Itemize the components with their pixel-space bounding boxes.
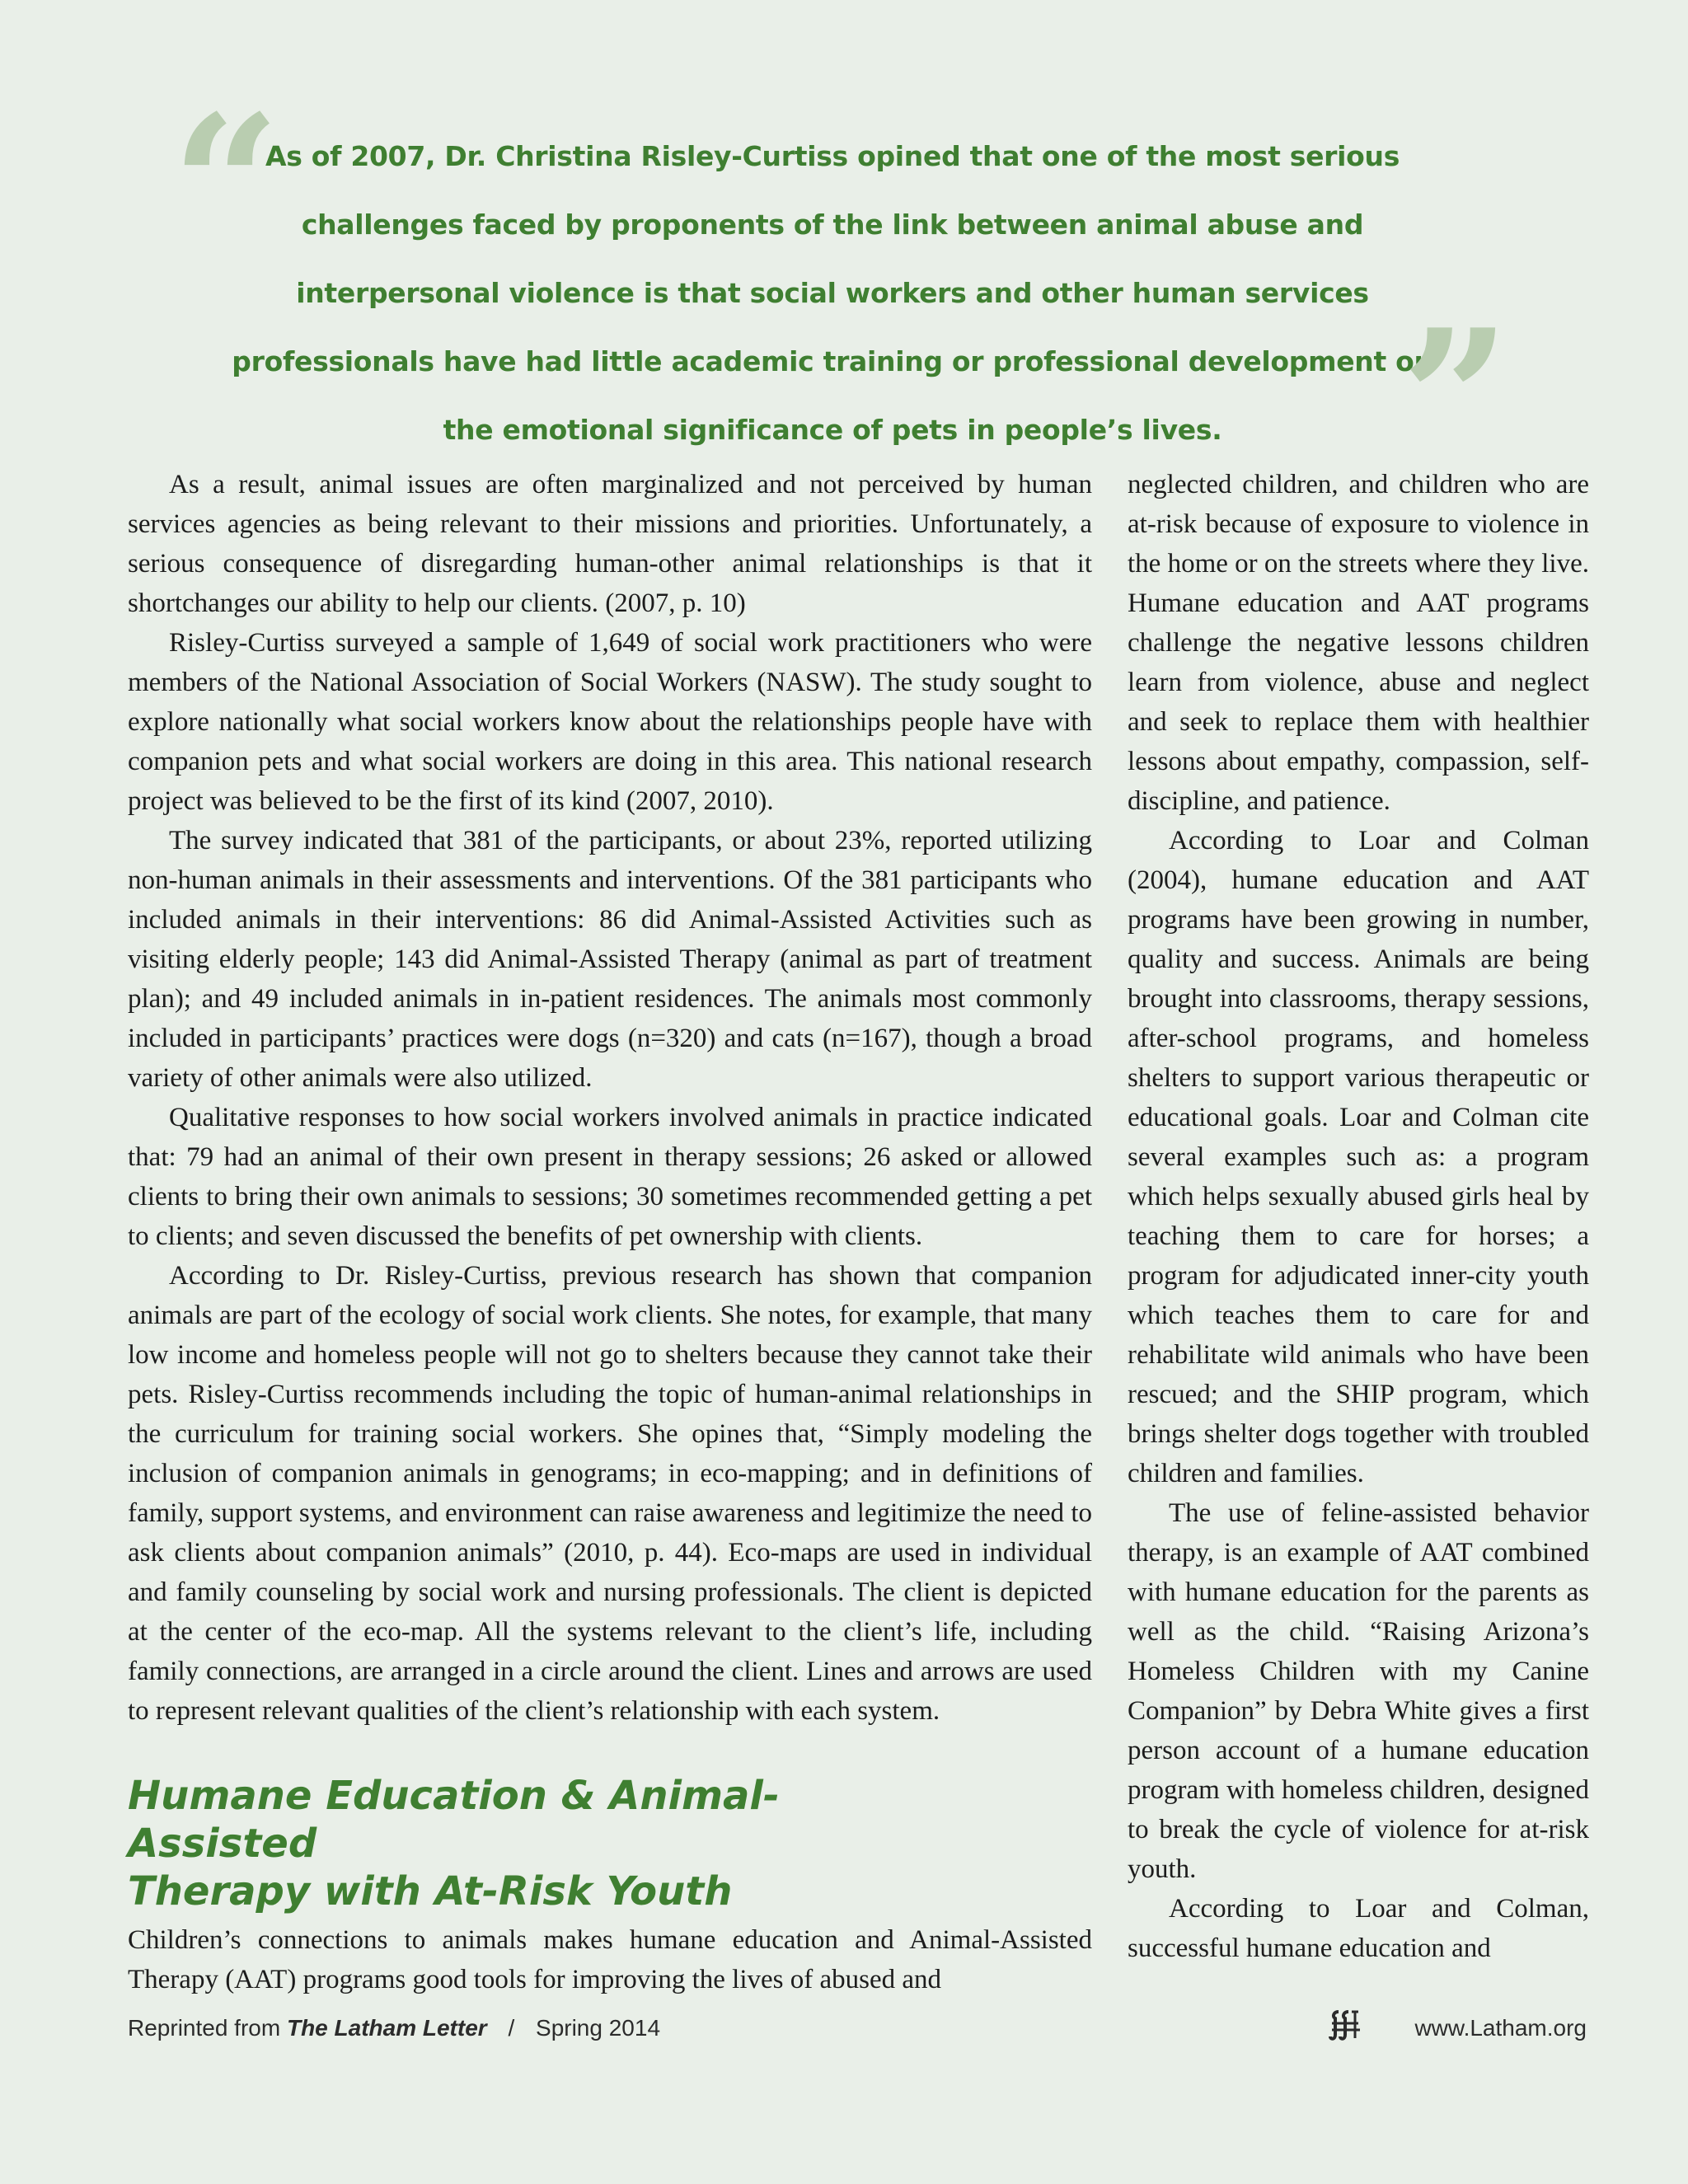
close-quote-icon: ” [1401,288,1511,511]
left-column [128,465,1092,1999]
magazine-title: The Latham Letter [286,2015,487,2041]
body-paragraph: According to Loar and Colman (2004), humane education and AAT programs have been growing in number, quality and success. Animals are being brought into classrooms, therapy sessions, after-school programs, and homeless shelters to support various therapeutic or educational goals. Loar and Colman cite several examples such as: a program which helps sexually abused girls heal by teaching them to care for horses; a program for adjudicated inner-city youth which teaches them to care for and rehabilitate wild animals who have been rescued; and the SHIP program, which brings shelter dogs together with troubled children and families. [1128,826,1589,1488]
body-paragraph: The survey indicated that 381 of the participants, or about 23%, reported utilizing non-human animals in their assessments and interventions. Of the 381 participants who included animals in their interventions: 86 did Animal-Assisted Activities such as visiting elderly people; 143 did Animal-Assisted Therapy (animal as part of treatment plan); and 49 included animals in in-patient residences. The animals most commonly included in participants’ practices were dogs (n=320) and cats (n=167), though a broad variety of other animals were also utilized. [128,826,1092,1093]
right-column [1128,465,1589,1968]
website-link[interactable]: www.Latham.org [1414,2015,1587,2041]
section-heading [128,1772,870,1915]
body-paragraph: Risley-Curtiss surveyed a sample of 1,649 of social work practitioners who were members of the National Association of Social Workers (NASW). The study sought to explore nationally what social workers know about the relationships people have with companion pets and what social workers are doing in this area. This national research project was believed to be the first of its kind (2007, 2010). [128,628,1092,816]
section-heading-line: Humane Education & Animal-Assisted [128,1773,780,1867]
latham-logo-icon [1327,2007,1363,2043]
issue-date: Spring 2014 [536,2015,661,2041]
footer-prefix: Reprinted from [128,2015,281,2041]
body-paragraph: neglected children, and children who are at-risk because of exposure to violence in the home or on the streets where they live. Humane education and AAT programs challenge the negative lessons children learn from violence, abuse and neglect and seek to replace them with healthier lessons about empathy, compassion, self-discipline, and patience. [1128,470,1589,816]
body-paragraph: According to Loar and Colman, successful humane education and [1128,1894,1589,1963]
pull-quote [165,74,1511,511]
footer-separator: / [508,2015,515,2041]
body-paragraph: Qualitative responses to how social workers involved animals in practice indicated that: 79 had an animal of their own present in therapy sessions; 26 asked or allowed clients to bring their own animals to sessions; 30 sometimes recommended getting a pet to clients; and seven discussed the benefits of pet ownership with clients. [128,1103,1092,1251]
body-paragraph: The use of feline-assisted behavior therapy, is an example of AAT combined with humane education for the parents as well as the child. “Raising Arizona’s Homeless Children with my Canine Companion” by Debra White gives a first person account of a humane education program with homeless children, designed to break the cycle of violence for at-risk youth. [1128,1498,1589,1884]
body-paragraph: According to Dr. Risley-Curtiss, previous research has shown that companion animals are part of the ecology of social work clients. She notes, for example, that many low income and homeless people will not go to shelters because they cannot take their pets. Risley-Curtiss recommends including the topic of human-animal relationships in the curriculum for training social workers. She opines that, “Simply modeling the inclusion of companion animals in genograms; in eco-mapping; and in definitions of family, support systems, and environment can raise awareness and legitimize the need to ask clients about companion animals” (2010, p. 44). Eco-maps are used in individual and family counseling by social work and nursing professionals. The client is depicted at the center of the eco-map. All the systems relevant to the client’s life, including family connections, are arranged in a circle around the client. Lines and arrows are used to represent relevant qualities of the client’s relationship with each system. [128,1261,1092,1726]
body-paragraph: As a result, animal issues are often marginalized and not perceived by human services agencies as being relevant to their missions and priorities. Unfortunately, a serious consequence of disregarding human-other animal relationships is that it shortchanges our ability to help our clients. (2007, p. 10) [128,470,1092,618]
page-footer [128,2007,1587,2056]
pull-quote-text: As of 2007, Dr. Christina Risley-Curtiss opined that one of the most serious challenges faced by proponents of the link between animal abuse and interpersonal violence is that social workers and other human services professionals have had little academic training or professional development on the emotional significance of pets in people’s lives. [232,140,1433,446]
open-quote-icon: “ [171,74,281,297]
section-heading-line: Therapy with At-Risk Youth [128,1868,733,1915]
footer-credit [128,2015,660,2041]
body-paragraph: Children’s connections to animals makes humane education and Animal-Assisted Therapy (AAT) programs good tools for improving the lives of abused and [128,1925,1092,1994]
